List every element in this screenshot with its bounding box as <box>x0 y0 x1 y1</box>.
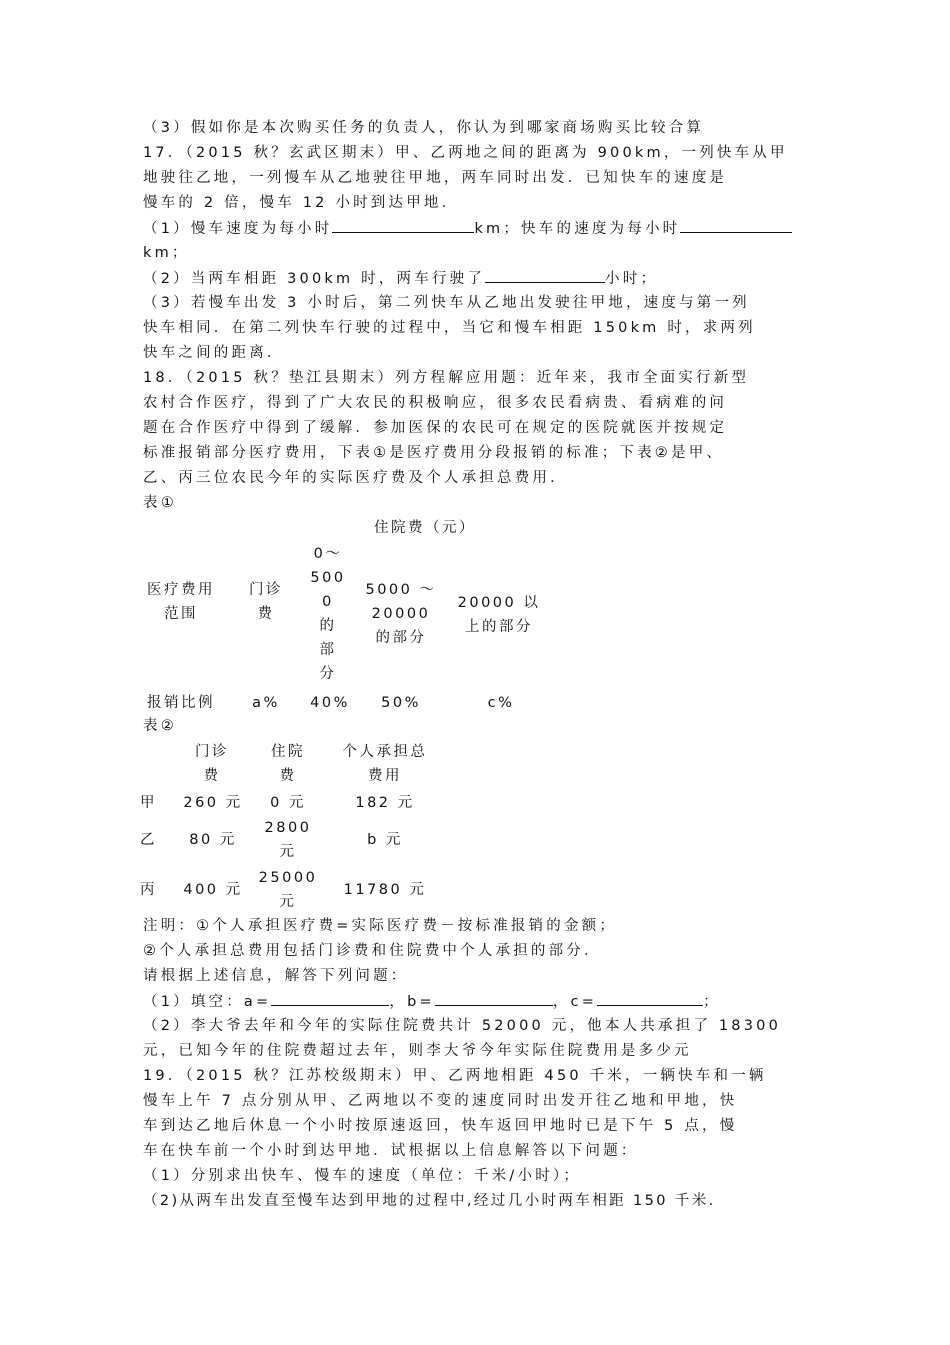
table1-col-range1-line6: 分 <box>319 666 337 682</box>
q17-part3-line2: 快车相同．在第二列快车行驶的过程中，当它和慢车相距 150km 时，求两列 <box>143 320 756 336</box>
table1-col-range2-line3: 的部分 <box>375 630 427 646</box>
table2-row-name: 丙 <box>140 882 157 898</box>
q18-part1-text-c: ，c= <box>552 994 598 1010</box>
table2-header-total-line2: 费用 <box>368 768 402 784</box>
q17-line1: 17．（2015 秋？玄武区期末）甲、乙两地之间的距离为 900km，一列快车从甲 <box>143 145 788 161</box>
table1-row-header-line1: 医疗费用 <box>147 582 215 598</box>
q18-part2-line1: （2）李大爷去年和今年的实际住院费共计 52000 元，他本人共承担了 18300 <box>143 1018 782 1034</box>
table1-col-range3 <box>455 591 543 639</box>
q18-line5: 乙、丙三位农民今年的实际医疗费及个人承担总费用． <box>143 470 568 486</box>
q19-line3: 车到达乙地后休息一个小时按原速返回，快车返回甲地时已是下午 5 点，慢 <box>143 1118 738 1134</box>
q17-line3: 慢车的 2 倍，慢车 12 小时到达甲地． <box>143 195 460 211</box>
table2-cell-outpatient: 80 元 <box>189 832 237 848</box>
table1-col-range1 <box>305 542 351 686</box>
table1-col-outpatient-line1: 门诊 <box>249 582 283 598</box>
q18-part1-text-a: （1）填空：a= <box>143 994 272 1010</box>
table2-cell-hospital-line1: 2800 <box>264 820 312 836</box>
table2-header-total <box>330 740 440 788</box>
q18-line3: 题在合作医疗中得到了缓解．参加医保的农民可在规定的医院就医并按规定 <box>143 420 728 436</box>
table1-col-range1-line2: 500 <box>310 570 346 586</box>
q18-part2-line2: 元，已知今年的住院费超过去年，则李大爷今年实际住院费用是多少元 <box>143 1043 692 1059</box>
table2-cell-outpatient: 260 元 <box>183 795 243 811</box>
q17-part1 <box>143 218 792 239</box>
answer-blank-slow-speed[interactable] <box>332 218 474 233</box>
table1-row-header <box>140 578 222 626</box>
q17-part2 <box>143 268 658 289</box>
q18-note2: ②个人承担总费用包括门诊费和住院费中个人承担的部分． <box>143 943 602 959</box>
table1-ratio-outpatient: a% <box>252 695 280 711</box>
table2-cell-hospital: 0 元 <box>270 795 306 811</box>
q18-note1: 注明：①个人承担医疗费=实际医疗费－按标准报销的金额； <box>143 918 618 934</box>
q18-line4: 标准报销部分医疗费用，下表①是医疗费用分段报销的标准；下表②是甲、 <box>143 445 725 461</box>
q18-part1 <box>143 991 721 1012</box>
answer-blank-fast-speed[interactable] <box>680 218 792 233</box>
q17-part3-line3: 快车之间的距离． <box>143 345 285 361</box>
table2-row-name: 甲 <box>140 795 157 811</box>
table2-header-total-line1: 个人承担总 <box>342 744 428 760</box>
table1-row-header-line2: 范围 <box>164 606 198 622</box>
q18-instructions: 请根据上述信息，解答下列问题： <box>143 968 409 984</box>
table2-header-outpatient-line1: 门诊 <box>195 744 229 760</box>
q18-line2: 农村合作医疗，得到了广大农民的积极响应，很多农民看病贵、看病难的问 <box>143 395 728 411</box>
answer-blank-c[interactable] <box>597 991 703 1006</box>
table2-cell-outpatient: 400 元 <box>183 882 243 898</box>
table2-header-hospital-line2: 费 <box>279 768 297 784</box>
table2-caption: 表② <box>143 718 177 734</box>
answer-blank-b[interactable] <box>435 991 553 1006</box>
q18-part1-text-d: ； <box>703 994 721 1010</box>
q19-line4: 车在快车前一个小时到达甲地．试根据以上信息解答以下问题： <box>143 1143 639 1159</box>
table1-col-range3-line1: 20000 以 <box>457 595 541 611</box>
q19-line2: 慢车上午 7 点分别从甲、乙两地以不变的速度同时出发开往乙地和甲地，快 <box>143 1093 738 1109</box>
table1-ratio-range3: c% <box>487 695 515 711</box>
q17-line2: 地驶往乙地，一列慢车从乙地驶往甲地，两车同时出发．已知快车的速度是 <box>143 170 728 186</box>
table1-col-range1-line1: 0～ <box>313 546 343 562</box>
table2-cell-total: b 元 <box>367 832 403 848</box>
table2-cell-hospital-line2: 元 <box>279 844 297 860</box>
table2-row-name: 乙 <box>140 832 157 848</box>
q19-line1: 19．（2015 秋？江苏校级期末）甲、乙两地相距 450 千米，一辆快车和一辆 <box>143 1068 767 1084</box>
table1-col-range3-line2: 上的部分 <box>465 619 533 635</box>
answer-blank-hours[interactable] <box>485 268 605 283</box>
table1-col-range1-line4: 的 <box>319 618 337 634</box>
q19-part2: （2)从两车出发直至慢车达到甲地的过程中,经过几小时两车相距 150 千米． <box>143 1193 726 1209</box>
table2-header-outpatient <box>180 740 244 788</box>
q17-part1-text-a: （1）慢车速度为每小时 <box>143 221 333 237</box>
q18-line1: 18．（2015 秋？垫江县期末）列方程解应用题：近年来，我市全面实行新型 <box>143 370 750 386</box>
q17-part1-text-b: km；快车的速度为每小时 <box>474 221 681 237</box>
table1-col-outpatient-line2: 费 <box>257 606 275 622</box>
q17-part2-text-b: 小时； <box>605 271 659 287</box>
table1-group-header: 住院费（元） <box>374 520 476 536</box>
table2-header-hospital-line1: 住院 <box>271 744 305 760</box>
table2-cell-hospital-line2: 元 <box>279 894 297 910</box>
table2-cell-hospital <box>254 816 322 864</box>
table1-ratio-label: 报销比例 <box>147 695 215 711</box>
q18-part1-text-b: ，b= <box>389 994 435 1010</box>
q17-part2-text-a: （2）当两车相距 300km 时，两车行驶了 <box>143 271 486 287</box>
answer-blank-a[interactable] <box>271 991 389 1006</box>
q17-part3-line1: （3）若慢车出发 3 小时后，第二列快车从乙地出发驶往甲地，速度与第一列 <box>143 295 750 311</box>
table2-header-outpatient-line2: 费 <box>203 768 221 784</box>
q17-part1-unit: km； <box>143 245 190 261</box>
table1-ratio-range2: 50% <box>381 695 421 711</box>
q16-part3: （3）假如你是本次购买任务的负责人，你认为到哪家商场购买比较合算 <box>143 120 705 136</box>
table1-col-range2-line2: 20000 <box>371 606 431 622</box>
table2-cell-total: 182 元 <box>355 795 415 811</box>
table1-col-range2 <box>360 578 442 650</box>
table2-header-hospital <box>258 740 318 788</box>
table1-col-range2-line1: 5000 ～ <box>365 582 437 598</box>
table1-col-outpatient <box>240 578 292 626</box>
q19-part1: （1）分别求出快车、慢车的速度（单位：千米/小时）； <box>143 1168 582 1184</box>
table2-cell-hospital-line1: 25000 <box>258 870 318 886</box>
table2-cell-hospital <box>250 866 326 914</box>
table1-caption: 表① <box>143 495 177 511</box>
table1-ratio-range1: 40% <box>310 695 350 711</box>
table2-cell-total: 11780 元 <box>343 882 427 898</box>
table1-col-range1-line5: 部 <box>319 642 337 658</box>
table1-col-range1-line3: 0 <box>322 594 334 610</box>
